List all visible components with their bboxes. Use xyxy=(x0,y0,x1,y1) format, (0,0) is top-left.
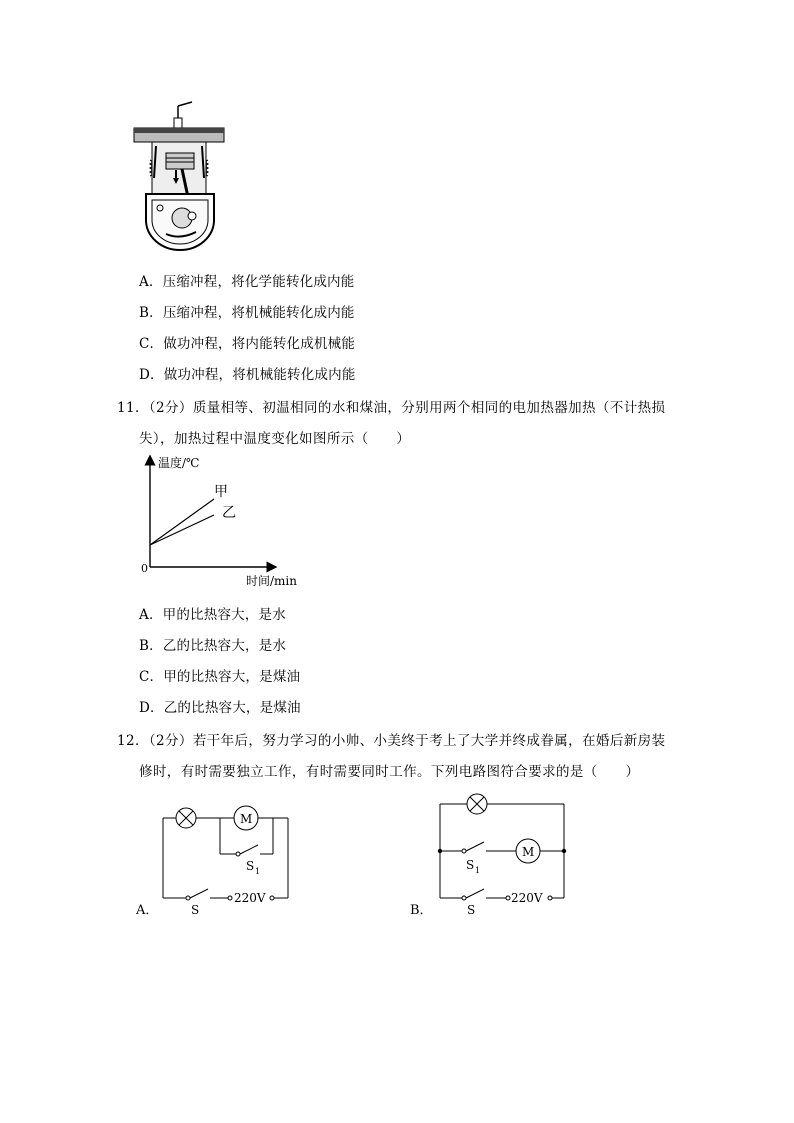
q11-temperature-graph xyxy=(138,452,318,588)
q12-stem-line1: 12．（2分）若干年后，努力学习的小帅、小美终于考上了大学并终成眷属，在婚后新房装 xyxy=(117,733,666,749)
engine-diagram xyxy=(130,98,230,258)
q11-option-a: A．甲的比热容大，是水 xyxy=(139,607,286,623)
circuit-a-voltage: 220V xyxy=(234,891,266,905)
circuit-a xyxy=(136,790,306,922)
graph-ylabel: 温度/℃ xyxy=(158,456,200,470)
q11-option-c: C．甲的比热容大，是煤油 xyxy=(139,669,301,685)
circuit-a-s: S xyxy=(191,903,200,917)
circuit-b-s1-sub: 1 xyxy=(475,866,481,875)
circuit-b xyxy=(410,786,580,922)
graph-series-yi: 乙 xyxy=(222,505,236,521)
circuit-a-motor: M xyxy=(240,812,253,826)
circuit-b-label: B． xyxy=(410,903,433,918)
series-jia-line xyxy=(150,499,214,545)
series-yi-line xyxy=(150,515,214,545)
q11-stem-line2: 失），加热过程中温度变化如图所示（ ） xyxy=(139,431,411,447)
circuit-b-motor: M xyxy=(522,845,535,859)
q12-stem-line2: 修时，有时需要独立工作，有时需要同时工作。下列电路图符合要求的是（ ） xyxy=(139,764,640,780)
circuit-b-voltage: 220V xyxy=(511,891,543,905)
graph-series-jia: 甲 xyxy=(214,484,228,500)
circuit-b-s1: S xyxy=(466,858,475,872)
graph-origin: 0 xyxy=(141,562,148,575)
q10-option-b: B．压缩冲程，将机械能转化成内能 xyxy=(139,305,355,321)
q10-option-c: C．做功冲程，将内能转化成机械能 xyxy=(139,336,356,352)
q10-option-d: D．做功冲程，将机械能转化成内能 xyxy=(139,367,356,383)
circuit-a-label: A． xyxy=(136,903,159,918)
circuit-b-s: S xyxy=(467,903,476,917)
q11-option-d: D．乙的比热容大，是煤油 xyxy=(139,700,301,716)
q11-stem-line1: 11．（2分）质量相等、初温相同的水和煤油，分别用两个相同的电加热器加热（不计热损 xyxy=(117,400,666,416)
circuit-a-s1-sub: 1 xyxy=(255,867,261,876)
circuit-a-s1: S xyxy=(246,859,255,873)
q10-option-a: A．压缩冲程，将化学能转化成内能 xyxy=(139,274,355,290)
q11-option-b: B．乙的比热容大，是水 xyxy=(139,638,287,654)
graph-xlabel: 时间/min xyxy=(246,574,297,588)
